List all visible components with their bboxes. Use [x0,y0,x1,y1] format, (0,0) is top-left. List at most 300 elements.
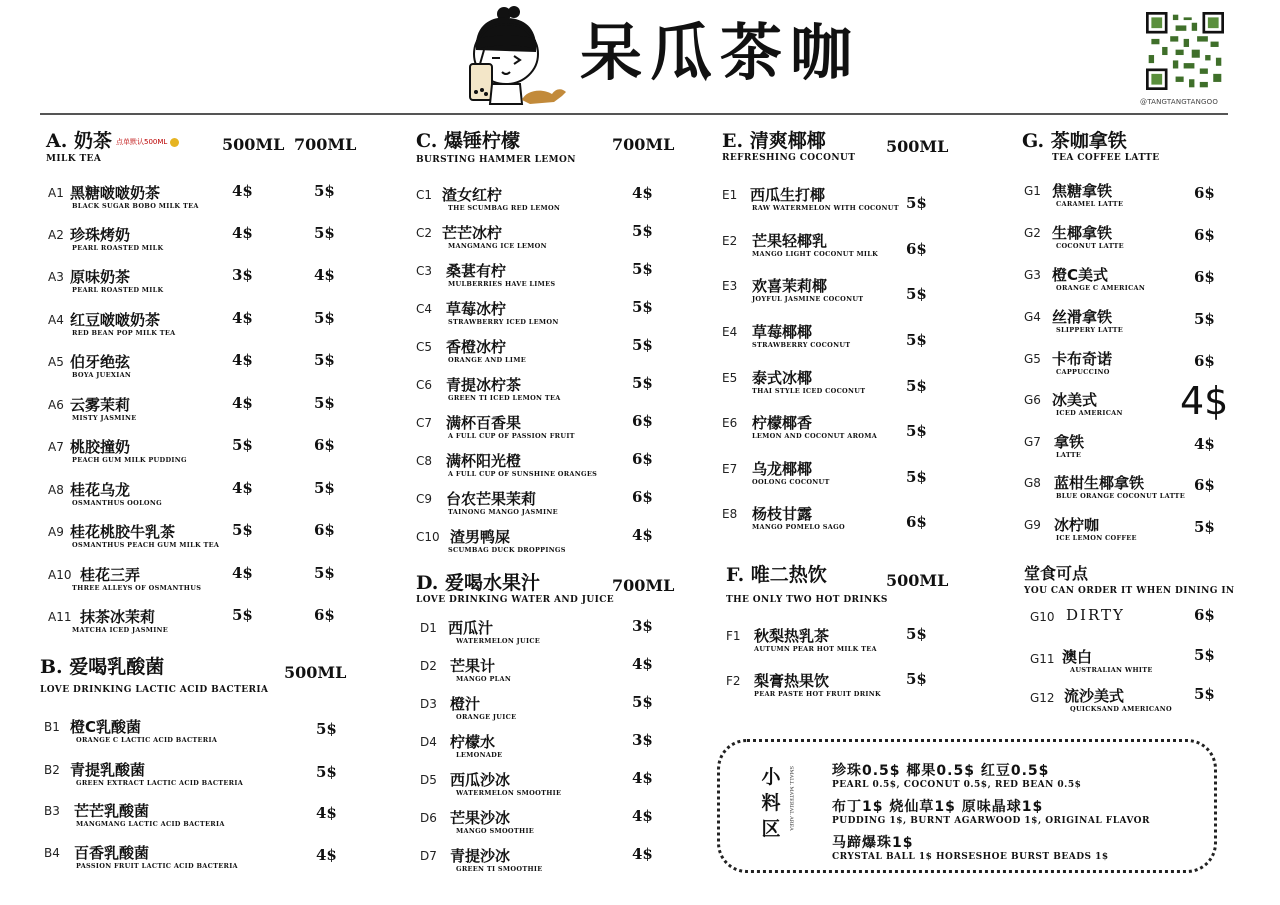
item-price: 4$ [632,526,653,544]
item-name-en: THAI STYLE ICED COCONUT [752,387,866,395]
menu-item-e7 [722,458,942,494]
section-c-size: 700ML [612,135,675,154]
item-name: 西瓜沙冰 [450,771,511,789]
menu-item-g3 [1024,264,1224,300]
item-code: A3 [48,270,64,284]
item-code: C10 [416,530,440,544]
item-name-en: GREEN EXTRACT LACTIC ACID BACTERIA [76,779,244,787]
menu-item-a1 [48,182,348,218]
item-code: D5 [420,773,437,787]
item-code: A10 [48,568,72,582]
item-name-en: STRAWBERRY COCONUT [752,341,851,349]
item-price: 4$ [316,804,337,822]
item-name: 原味奶茶 [70,268,131,286]
item-code: D6 [420,811,437,825]
menu-item-c7 [416,412,666,448]
item-name: 青提沙冰 [450,847,511,865]
item-code: C1 [416,188,433,202]
item-name-en: MISTY JASMINE [72,414,137,422]
item-name-en: OSMANTHUS OOLONG [72,499,162,507]
item-price-700: 5$ [314,224,335,242]
section-g-header [1022,130,1159,163]
menu-item-c8 [416,450,666,486]
item-name-en: PEARL ROASTED MILK [72,286,164,294]
item-name: 珍珠烤奶 [70,226,131,244]
item-code: G6 [1024,393,1041,407]
item-name: 桃胶撞奶 [70,438,131,456]
item-code: C4 [416,302,433,316]
item-price: 5$ [906,285,927,303]
menu-item-e4 [722,321,942,357]
item-price-500: 5$ [232,521,253,539]
item-name: 芒果轻椰乳 [752,232,828,250]
item-price: 5$ [1194,646,1215,664]
toppings-side-label: SMALL MATERIAL AREA [788,766,794,831]
toppings-line-1: 珍珠0.5$ 椰果0.5$ 红豆0.5$ [832,763,1050,779]
menu-item-g9 [1024,514,1224,550]
item-name: 芒芒乳酸菌 [74,802,150,820]
item-code: D3 [420,697,437,711]
menu-item-d1 [420,617,670,653]
item-name: 柠檬椰香 [752,414,813,432]
item-price: 6$ [1194,606,1215,624]
toppings-line-2: 布丁1$ 烧仙草1$ 原味晶球1$ [832,799,1044,815]
item-name: 百香乳酸菌 [74,844,150,862]
item-code: E5 [722,371,738,385]
brand-title: 呆瓜茶咖 [580,16,861,89]
menu-item-a2 [48,224,348,260]
item-price: 4$ [1180,379,1229,423]
item-name-en: ICED AMERICAN [1056,409,1123,417]
item-price: 5$ [632,374,653,392]
item-price: 5$ [632,336,653,354]
item-name: 桂花三弄 [80,566,141,584]
section-e-size: 500ML [886,137,949,156]
item-code: A2 [48,228,64,242]
item-price-700: 5$ [314,479,335,497]
section-f-subtitle: THE ONLY TWO HOT DRINKS [726,595,888,605]
item-price-700: 6$ [314,436,335,454]
item-price: 5$ [1194,518,1215,536]
item-price-500: 4$ [232,564,253,582]
item-name: 西瓜汁 [448,619,494,637]
item-name-en: TAINONG MANGO JASMINE [448,508,558,516]
section-e-title: E. 清爽椰椰 [722,130,826,152]
toppings-line-1-en: PEARL 0.5$, COCONUT 0.5$, RED BEAN 0.5$ [832,780,1082,790]
menu-item-e1 [722,184,942,220]
item-code: C6 [416,378,433,392]
menu-item-a11 [48,606,348,642]
menu-item-a6 [48,394,348,430]
section-b-header [40,656,268,695]
item-price: 4$ [1194,435,1215,453]
menu-item-g2 [1024,222,1224,258]
section-f-size: 500ML [886,571,949,590]
menu-item-g12 [1030,685,1220,721]
menu-item-g4 [1024,306,1224,342]
item-price: 5$ [1194,310,1215,328]
item-price-700: 5$ [314,309,335,327]
item-code: E2 [722,234,738,248]
item-name-en: PEACH GUM MILK PUDDING [72,456,187,464]
item-price: 4$ [316,846,337,864]
item-code: B4 [44,846,60,860]
item-name-en: OSMANTHUS PEACH GUM MILK TEA [72,541,220,549]
menu-item-g8 [1024,472,1224,508]
item-code: A11 [48,610,72,624]
item-name: 云雾茉莉 [70,396,131,414]
item-name-en: A FULL CUP OF SUNSHINE ORANGES [448,470,598,478]
toppings-line-3: 马蹄爆珠1$ [832,835,914,851]
item-code: C8 [416,454,433,468]
menu-item-c6 [416,374,666,410]
social-handle: @TANGTANGTANGOO [1140,98,1219,106]
toppings-title: 小料区 [761,766,781,840]
item-price-500: 4$ [232,479,253,497]
section-e-subtitle: REFRESHING COCONUT [722,153,856,163]
item-code: C7 [416,416,433,430]
menu-item-d6 [420,807,670,843]
section-d-header [416,572,614,605]
item-name-en: AUTUMN PEAR HOT MILK TEA [754,645,877,653]
item-price: 3$ [632,617,653,635]
menu-item-a9 [48,521,348,557]
section-f-header [726,564,888,605]
item-price: 5$ [906,331,927,349]
menu-item-b1 [44,716,344,752]
item-name-en: BOYA JUEXIAN [72,371,132,379]
item-name: 青提乳酸菌 [70,761,146,779]
item-price-700: 5$ [314,182,335,200]
menu-item-c9 [416,488,666,524]
item-name-en: SLIPPERY LATTE [1056,326,1123,334]
item-price-500: 4$ [232,351,253,369]
item-name-en: LEMON AND COCONUT AROMA [752,432,878,440]
section-b-subtitle: LOVE DRINKING LACTIC ACID BACTERIA [40,685,269,695]
item-code: A9 [48,525,64,539]
menu-item-a8 [48,479,348,515]
item-code: G7 [1024,435,1041,449]
item-name-en: PEARL ROASTED MILK [72,244,164,252]
item-code: D1 [420,621,437,635]
item-name-en: QUICKSAND AMERICANO [1070,705,1172,713]
item-name: 草莓椰椰 [752,323,813,341]
item-name: 橙C美式 [1052,266,1109,284]
section-a-header [46,130,179,164]
item-name: 芒芒冰柠 [442,224,503,242]
dine-in-subtitle: YOU CAN ORDER IT WHEN DINING IN [1024,586,1235,596]
item-price: 4$ [632,807,653,825]
item-name-en: WATERMELON JUICE [456,637,541,645]
item-code: C2 [416,226,433,240]
menu-item-e2 [722,230,942,266]
item-price: 6$ [906,240,927,258]
menu-item-a3 [48,266,348,302]
section-a-subtitle: MILK TEA [46,154,102,164]
menu-item-c10 [416,526,666,562]
item-code: E1 [722,188,738,202]
item-price: 4$ [632,769,653,787]
section-b-title: B. 爱喝乳酸菌 [40,656,165,678]
menu-item-a4 [48,309,348,345]
item-name-en: RED BEAN POP MILK TEA [72,329,176,337]
section-c-subtitle: BURSTING HAMMER LEMON [416,155,576,165]
item-price: 4$ [632,184,653,202]
item-code: B1 [44,720,60,734]
item-name: 生椰拿铁 [1052,224,1113,242]
item-name-en: AUSTRALIAN WHITE [1070,666,1153,674]
item-name-en: SCUMBAG DUCK DROPPINGS [448,546,566,554]
section-f-title: F. 唯二热饮 [726,564,827,586]
item-name: 柠檬水 [450,733,496,751]
item-code: C3 [416,264,433,278]
item-code: G3 [1024,268,1041,282]
item-code: F1 [726,629,741,643]
section-b-size: 500ML [284,663,347,682]
item-name: 梨膏热果饮 [754,672,830,690]
item-price: 5$ [1194,685,1215,703]
item-price-500: 4$ [232,394,253,412]
item-name-en: PEAR PASTE HOT FRUIT DRINK [754,690,881,698]
item-name: 丝滑拿铁 [1052,308,1113,326]
item-code: B3 [44,804,60,818]
item-price-500: 4$ [232,309,253,327]
menu-item-b3 [44,800,344,836]
section-a-size-700: 700ML [294,135,357,154]
item-code: A5 [48,355,64,369]
item-code: D2 [420,659,437,673]
item-price-700: 5$ [314,564,335,582]
toppings-line-3-en: CRYSTAL BALL 1$ HORSESHOE BURST BEADS 1$ [832,852,1109,862]
item-name: 秋梨热乳茶 [754,627,830,645]
default-size-tag: 点单默认500ML [115,138,168,146]
menu-item-e6 [722,412,942,448]
item-name-en: MANGO PLAN [456,675,512,683]
item-price-500: 4$ [232,224,253,242]
item-code: G9 [1024,518,1041,532]
item-name-en: ICE LEMON COFFEE [1056,534,1137,542]
menu-item-c2 [416,222,666,258]
item-name: 青提冰柠茶 [446,376,522,394]
item-price-700: 4$ [314,266,335,284]
section-c-header [416,130,576,165]
item-name-en: ORANGE C AMERICAN [1056,284,1146,292]
item-code: C9 [416,492,433,506]
item-price: 5$ [906,625,927,643]
qr-code-icon [1146,12,1224,90]
item-code: E7 [722,462,738,476]
item-name-en: CAPPUCCINO [1056,368,1110,376]
item-price: 5$ [906,468,927,486]
menu-item-f1 [726,625,946,661]
item-name: 香橙冰柠 [446,338,507,356]
menu-item-e8 [722,503,942,539]
item-code: G4 [1024,310,1041,324]
menu-item-d7 [420,845,670,881]
item-name-en: PASSION FRUIT LACTIC ACID BACTERIA [76,862,238,870]
item-name: 乌龙椰椰 [752,460,813,478]
toppings-line-2-en: PUDDING 1$, BURNT AGARWOOD 1$, ORIGINAL FLAVOR [832,816,1151,826]
mascot-logo-icon [462,4,572,108]
item-name: 流沙美式 [1064,687,1125,705]
item-name: 渣男鸭屎 [450,528,511,546]
menu-item-g6 [1024,379,1229,425]
item-name-en: THE SCUMBAG RED LEMON [448,204,561,212]
item-name: 杨枝甘露 [752,505,813,523]
item-name: 冰美式 [1052,391,1098,409]
item-price: 3$ [632,731,653,749]
item-code: A1 [48,186,64,200]
menu-item-f2 [726,670,946,706]
item-name-en: WATERMELON SMOOTHIE [456,789,562,797]
item-name-en: LATTE [1056,451,1082,459]
item-price-500: 3$ [232,266,253,284]
item-name: 红豆啵啵奶茶 [70,311,161,329]
item-name-en: MULBERRIES HAVE LIMES [448,280,556,288]
item-price: 5$ [632,222,653,240]
item-name-en: MANGO SMOOTHIE [456,827,535,835]
item-name: 卡布奇诺 [1052,350,1113,368]
section-d-title: D. 爱喝水果汁 [416,572,541,594]
item-code: A8 [48,483,64,497]
item-price: 6$ [632,450,653,468]
section-d-size: 700ML [612,576,675,595]
item-name: 伯牙绝弦 [70,353,131,371]
item-code: E4 [722,325,738,339]
item-price-500: 5$ [232,606,253,624]
item-name-en: CARAMEL LATTE [1056,200,1124,208]
item-name: 焦糖拿铁 [1052,182,1113,200]
item-price: 6$ [1194,226,1215,244]
item-code: D4 [420,735,437,749]
item-name: 芒果计 [450,657,496,675]
item-name-en: MANGO LIGHT COCONUT MILK [752,250,879,258]
item-price: 6$ [1194,352,1215,370]
item-code: A4 [48,313,64,327]
item-name: 渣女红柠 [442,186,503,204]
item-code: A7 [48,440,64,454]
section-d-subtitle: LOVE DRINKING WATER AND JUICE [416,595,615,605]
item-name-en: MANGO POMELO SAGO [752,523,845,531]
item-name: 橙C乳酸菌 [70,718,142,736]
item-code: G1 [1024,184,1041,198]
item-price: 6$ [1194,184,1215,202]
item-name-en: COCONUT LATTE [1056,242,1124,250]
menu-item-c3 [416,260,666,296]
item-price: 4$ [632,845,653,863]
item-name: 蓝柑生椰拿铁 [1054,474,1145,492]
item-name: 桑葚有柠 [446,262,507,280]
item-name-en: GREEN TI SMOOTHIE [456,865,543,873]
item-name: 满杯阳光橙 [446,452,522,470]
menu-item-g10 [1030,606,1220,642]
item-code: G10 [1030,610,1055,624]
menu-item-c4 [416,298,666,334]
item-price: 5$ [906,377,927,395]
item-name: 泰式冰椰 [752,369,813,387]
item-name-en: ORANGE AND LIME [448,356,526,364]
section-e-header [722,130,855,163]
coin-icon [170,138,179,147]
header-divider [40,113,1228,115]
item-name: 西瓜生打椰 [750,186,826,204]
item-name-en: MANGMANG LACTIC ACID BACTERIA [76,820,225,828]
item-code: G12 [1030,691,1055,705]
item-price: 6$ [632,412,653,430]
item-code: E8 [722,507,738,521]
item-name-en: GREEN TI ICED LEMON TEA [448,394,561,402]
item-code: G2 [1024,226,1041,240]
item-name-en: STRAWBERRY ICED LEMON [448,318,559,326]
item-price: 6$ [632,488,653,506]
section-c-title: C. 爆锤柠檬 [416,130,521,152]
item-price-700: 5$ [314,351,335,369]
item-price: 4$ [632,655,653,673]
menu-item-d2 [420,655,670,691]
menu-item-g7 [1024,431,1224,467]
item-price: 5$ [906,422,927,440]
item-code: E6 [722,416,738,430]
menu-item-a7 [48,436,348,472]
item-price: 5$ [316,763,337,781]
item-name: 拿铁 [1054,433,1085,451]
menu-item-g1 [1024,180,1224,216]
item-price: 5$ [316,720,337,738]
menu-item-e3 [722,275,942,311]
item-price: 5$ [632,298,653,316]
item-name: 草莓冰柠 [446,300,507,318]
section-a-title: A. 奶茶 点单默认500ML [46,130,179,153]
section-a-size-500: 500ML [222,135,285,154]
menu-item-d5 [420,769,670,805]
item-code: E3 [722,279,738,293]
item-code: D7 [420,849,437,863]
item-name: 澳白 [1062,648,1093,666]
menu-item-g11 [1030,646,1220,682]
item-price-500: 5$ [232,436,253,454]
item-price: 5$ [906,670,927,688]
item-name: 桂花乌龙 [70,481,131,499]
section-g-subtitle: TEA COFFEE LATTE [1052,153,1160,163]
menu-item-b2 [44,759,344,795]
item-name: 橙汁 [450,695,481,713]
item-name-en: RAW WATERMELON WITH COCONUT [752,204,899,212]
item-name-en: THREE ALLEYS OF OSMANTHUS [72,584,202,592]
menu-item-a10 [48,564,348,600]
item-code: G11 [1030,652,1055,666]
item-name-en: MATCHA ICED JASMINE [72,626,169,634]
dine-in-header [1024,563,1235,596]
menu-item-c1 [416,184,666,220]
item-name: 桂花桃胶牛乳茶 [70,523,176,541]
item-price: 5$ [906,194,927,212]
item-name-en: MANGMANG ICE LEMON [448,242,547,250]
item-code: B2 [44,763,60,777]
menu-item-c5 [416,336,666,372]
menu-item-a5 [48,351,348,387]
item-price-500: 4$ [232,182,253,200]
item-name: 台农芒果茉莉 [446,490,537,508]
menu-item-b4 [44,842,344,878]
item-name-en: BLACK SUGAR BOBO MILK TEA [72,202,199,210]
item-code: C5 [416,340,433,354]
item-name: DIRTY [1066,606,1125,624]
item-code: A6 [48,398,64,412]
item-price-700: 6$ [314,521,335,539]
item-name: 欢喜茉莉椰 [752,277,828,295]
item-name-en: ORANGE C LACTIC ACID BACTERIA [76,736,218,744]
item-name: 冰柠咖 [1054,516,1100,534]
